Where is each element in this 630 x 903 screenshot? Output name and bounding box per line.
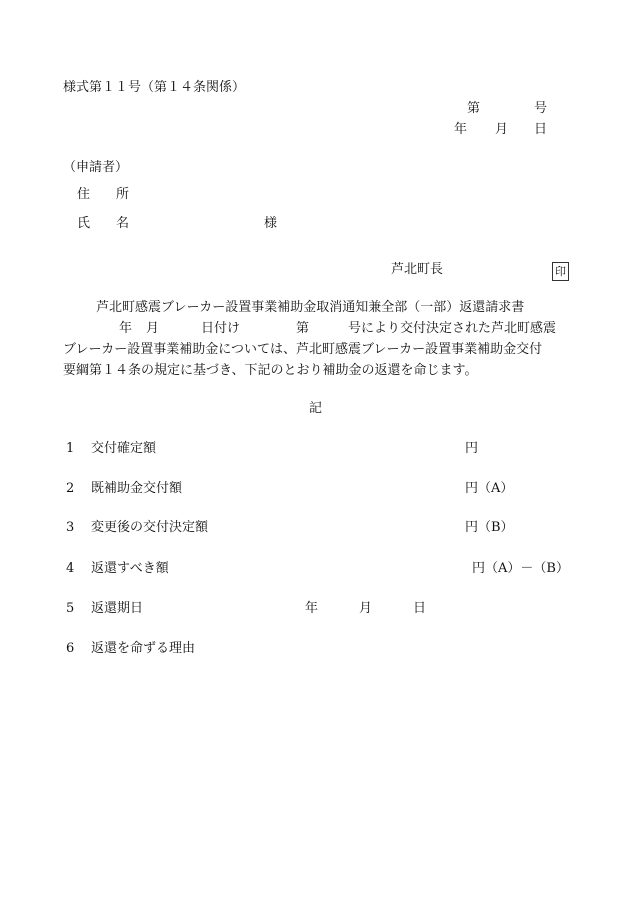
item-label: 既補助金交付額 xyxy=(91,481,183,496)
item-value: 円 xyxy=(465,441,479,456)
body-line2: ブレーカー設置事業補助金については、芦北町感震ブレーカー設置事業補助金交付 xyxy=(63,342,543,357)
item-value: 円（B） xyxy=(465,520,514,535)
due-date-year: 年 xyxy=(305,601,319,616)
address-label: 住 所 xyxy=(77,187,130,202)
body-line1-tail: 号により交付決定された芦北町感震 xyxy=(348,321,557,336)
name-label: 氏 名 xyxy=(77,216,130,231)
body-line3: 要綱第１４条の規定に基づき、下記のとおり補助金の返還を命じます。 xyxy=(63,363,478,378)
item-label: 返還すべき額 xyxy=(91,561,169,576)
item-number: 1 xyxy=(66,441,75,456)
due-date-day: 日 xyxy=(413,601,427,616)
item-number: 3 xyxy=(66,520,75,535)
reference-year: 年 xyxy=(119,321,133,336)
ki-heading: 記 xyxy=(309,401,323,416)
item-label: 返還期日 xyxy=(91,601,144,616)
seal-mark: 印 xyxy=(552,262,569,281)
item-label: 返還を命ずる理由 xyxy=(91,641,196,656)
document-title: 芦北町感震ブレーカー設置事業補助金取消通知兼全部（一部）返還請求書 xyxy=(96,300,525,315)
doc-number-suffix: 号 xyxy=(534,101,548,116)
applicant-label: （申請者） xyxy=(63,160,129,175)
issuer-title: 芦北町長 xyxy=(391,262,444,277)
reference-number-prefix: 第 xyxy=(296,321,310,336)
form-number: 様式第１１号（第１４条関係） xyxy=(63,80,246,95)
item-label: 交付確定額 xyxy=(91,441,157,456)
reference-month: 月 xyxy=(146,321,160,336)
due-date-month: 月 xyxy=(359,601,373,616)
item-number: 2 xyxy=(66,481,75,496)
item-number: 4 xyxy=(66,561,75,576)
item-label: 変更後の交付決定額 xyxy=(91,520,209,535)
reference-dated: 日付け xyxy=(201,321,241,336)
item-value: 円（A） xyxy=(465,481,514,496)
date-year: 年 xyxy=(454,122,468,137)
item-number: 5 xyxy=(66,601,75,616)
doc-number-prefix: 第 xyxy=(467,101,481,116)
item-number: 6 xyxy=(66,641,75,656)
date-day: 日 xyxy=(534,122,548,137)
honorific: 様 xyxy=(264,216,278,231)
item-value: 円（A）－（B） xyxy=(472,561,569,576)
date-month: 月 xyxy=(495,122,509,137)
